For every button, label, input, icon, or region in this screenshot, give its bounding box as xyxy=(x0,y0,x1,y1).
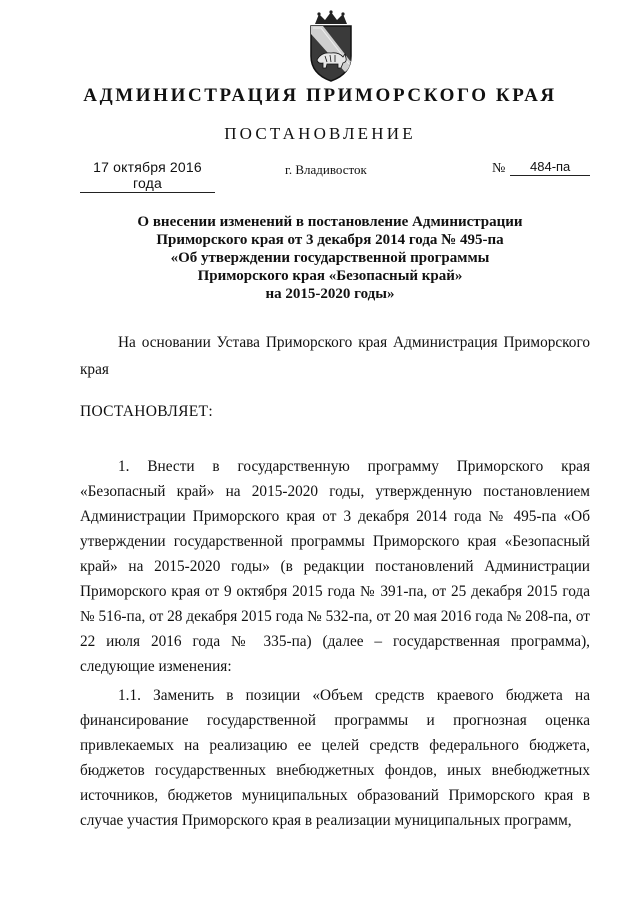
preamble-paragraph: На основании Устава Приморского края Администрация Приморского края xyxy=(80,334,590,378)
title-line: О внесении изменений в постановление Администрации xyxy=(137,214,523,230)
title-line: «Об утверждении государственной программы xyxy=(170,250,490,266)
number-label: № xyxy=(492,161,506,176)
title-line: на 2015-2020 годы» xyxy=(265,286,395,302)
document-title xyxy=(80,213,580,303)
title-line: Приморского края «Безопасный край» xyxy=(197,268,463,284)
organization-name: АДМИНИСТРАЦИЯ ПРИМОРСКОГО КРАЯ xyxy=(83,85,557,106)
coat-of-arms-icon xyxy=(301,10,361,84)
document-city: г. Владивосток xyxy=(285,162,367,177)
document-type: ПОСТАНОВЛЕНИЕ xyxy=(224,124,416,143)
decree-word: ПОСТАНОВЛЯЕТ: xyxy=(80,403,213,420)
document-number: 484-па xyxy=(510,159,590,176)
title-line: Приморского края от 3 декабря 2014 года № 495-па xyxy=(156,232,504,248)
item-1-1-paragraph: 1.1. Заменить в позиции «Объем средств краевого бюджета на финансирование государственной программы и прогнозная оценка привлекаемых на реализацию ее целей средств федерального бюджета, бюджетов государственных внебюджетных фондов, иных внебюджетных источников, бюджетов муниципальных образований Приморского края в случае участия Приморского края в реализации муниципальных программ, xyxy=(80,687,590,829)
item-1-paragraph: 1. Внести в государственную программу Приморского края «Безопасный край» на 2015-2020 годы, утвержденную постановлением Администрации Приморского края от 3 декабря 2014 года № 495-па «Об утверждении государственной программы Приморского края «Безопасный край» на 2015-2020 годы» (в редакции постановлений Администрации Приморского края от 9 октября 2015 года № 391-па, от 25 декабря 2015 года № 516-па, от 28 декабря 2015 года № 532-па, от 20 мая 2016 года № 208-па, от 22 июля 2016 года № 335-па) (далее – государственная программа), следующие изменения: xyxy=(80,458,590,675)
document-date: 17 октября 2016 года xyxy=(80,159,215,193)
